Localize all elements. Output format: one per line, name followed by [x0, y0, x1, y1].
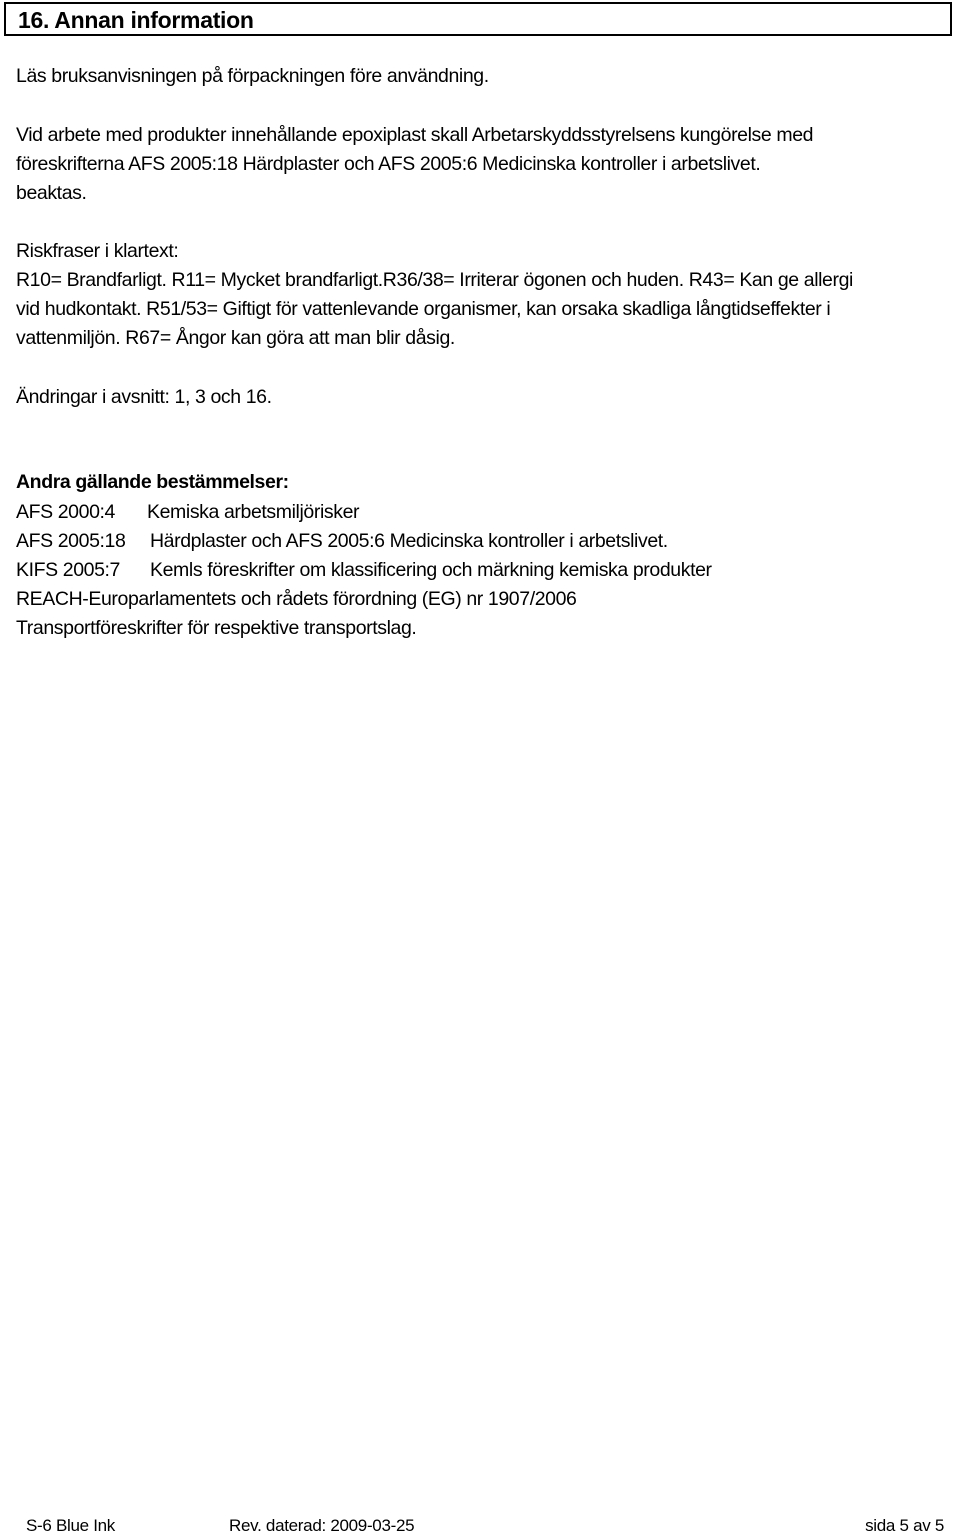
regulation-text: Kemls föreskrifter om klassificering och märkning kemiska produkter — [150, 559, 712, 581]
regulation-row — [16, 501, 359, 524]
regulation-row — [16, 559, 712, 582]
regulation-text: Härdplaster och AFS 2005:6 Medicinska kontroller i arbetslivet. — [150, 530, 668, 552]
risk-text-line-1: R10= Brandfarligt. R11= Mycket brandfarligt.R36/38= Irriterar ögonen och huden. R43= Kan ge allergi — [16, 269, 853, 291]
regulation-row — [16, 530, 668, 553]
footer-revision-date: Rev. daterad: 2009-03-25 — [229, 1516, 415, 1535]
risk-text-line-3: vattenmiljön. R67= Ångor kan göra att man blir dåsig. — [16, 327, 455, 349]
section-header — [4, 2, 952, 36]
footer-product-name: S-6 Blue Ink — [26, 1516, 116, 1535]
regulation-code: AFS 2005:18 — [16, 530, 126, 552]
section-title: 16. Annan information — [18, 7, 254, 33]
regulation-text: Kemiska arbetsmiljörisker — [147, 501, 360, 523]
footer-page-number: sida 5 av 5 — [865, 1516, 944, 1535]
epoxy-text-line-1: Vid arbete med produkter innehållande epoxiplast skall Arbetarskyddsstyrelsens kungörelse med — [16, 124, 814, 146]
epoxy-text-line-2: föreskrifterna AFS 2005:18 Härdplaster och AFS 2005:6 Medicinska kontroller i arbetslivet. — [16, 153, 761, 175]
regulation-code: AFS 2000:4 — [16, 501, 115, 523]
epoxy-text-line-3: beaktas. — [16, 182, 87, 204]
risk-text-line-2: vid hudkontakt. R51/53= Giftigt för vattenlevande organismer, kan orsaka skadliga långtidseffekter i — [16, 298, 831, 320]
risk-heading: Riskfraser i klartext: — [16, 240, 179, 262]
transport-regulation-text: Transportföreskrifter för respektive transportslag. — [16, 617, 417, 639]
regulation-code: KIFS 2005:7 — [16, 559, 121, 581]
reach-regulation-text: REACH-Europarlamentets och rådets förordning (EG) nr 1907/2006 — [16, 588, 577, 610]
regulations-heading: Andra gällande bestämmelser: — [16, 471, 289, 493]
changes-text: Ändringar i avsnitt: 1, 3 och 16. — [16, 386, 272, 408]
instruction-text: Läs bruksanvisningen på förpackningen före användning. — [16, 65, 489, 87]
